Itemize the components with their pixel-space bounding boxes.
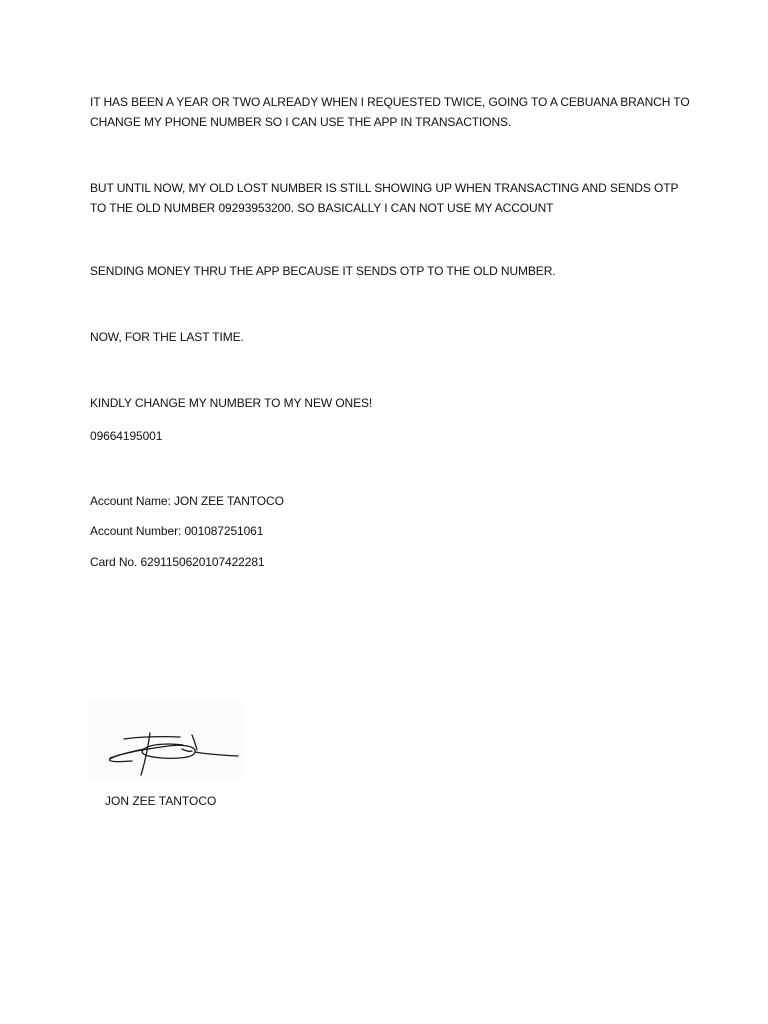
- signatory-name: JON ZEE TANTOCO: [105, 794, 217, 808]
- paragraph-problem-description: [90, 178, 690, 218]
- paragraph-request-history: [90, 92, 690, 132]
- paragraph-line: TO THE OLD NUMBER 09293953200. SO BASICALLY I CAN NOT USE MY ACCOUNT: [90, 201, 554, 215]
- paragraph-line: CHANGE MY PHONE NUMBER SO I CAN USE THE APP IN TRANSACTIONS.: [90, 115, 512, 129]
- paragraph-line: KINDLY CHANGE MY NUMBER TO MY NEW ONES!: [90, 396, 373, 410]
- paragraph-line: SENDING MONEY THRU THE APP BECAUSE IT SENDS OTP TO THE OLD NUMBER.: [90, 264, 556, 278]
- paragraph-line: BUT UNTIL NOW, MY OLD LOST NUMBER IS STILL SHOWING UP WHEN TRANSACTING AND SENDS OTP: [90, 181, 679, 195]
- paragraph-line: IT HAS BEEN A YEAR OR TWO ALREADY WHEN I REQUESTED TWICE, GOING TO A CEBUANA BRANCH TO: [90, 95, 690, 109]
- paragraph-last-time: [90, 327, 690, 347]
- account-name-line: [90, 491, 690, 511]
- paragraph-otp-issue: [90, 261, 690, 281]
- account-name-text: Account Name: JON ZEE TANTOCO: [90, 494, 284, 508]
- signature-image: [88, 702, 244, 778]
- new-phone-number: [90, 426, 690, 446]
- account-number-line: [90, 521, 690, 541]
- signature-drawing: [88, 702, 244, 778]
- card-number-line: [90, 552, 690, 572]
- card-number-text: Card No. 6291150620107422281: [90, 555, 265, 569]
- account-number-text: Account Number: 001087251061: [90, 524, 264, 538]
- paragraph-line: NOW, FOR THE LAST TIME.: [90, 330, 244, 344]
- phone-number-text: 09664195001: [90, 429, 163, 443]
- paragraph-change-request: [90, 393, 690, 413]
